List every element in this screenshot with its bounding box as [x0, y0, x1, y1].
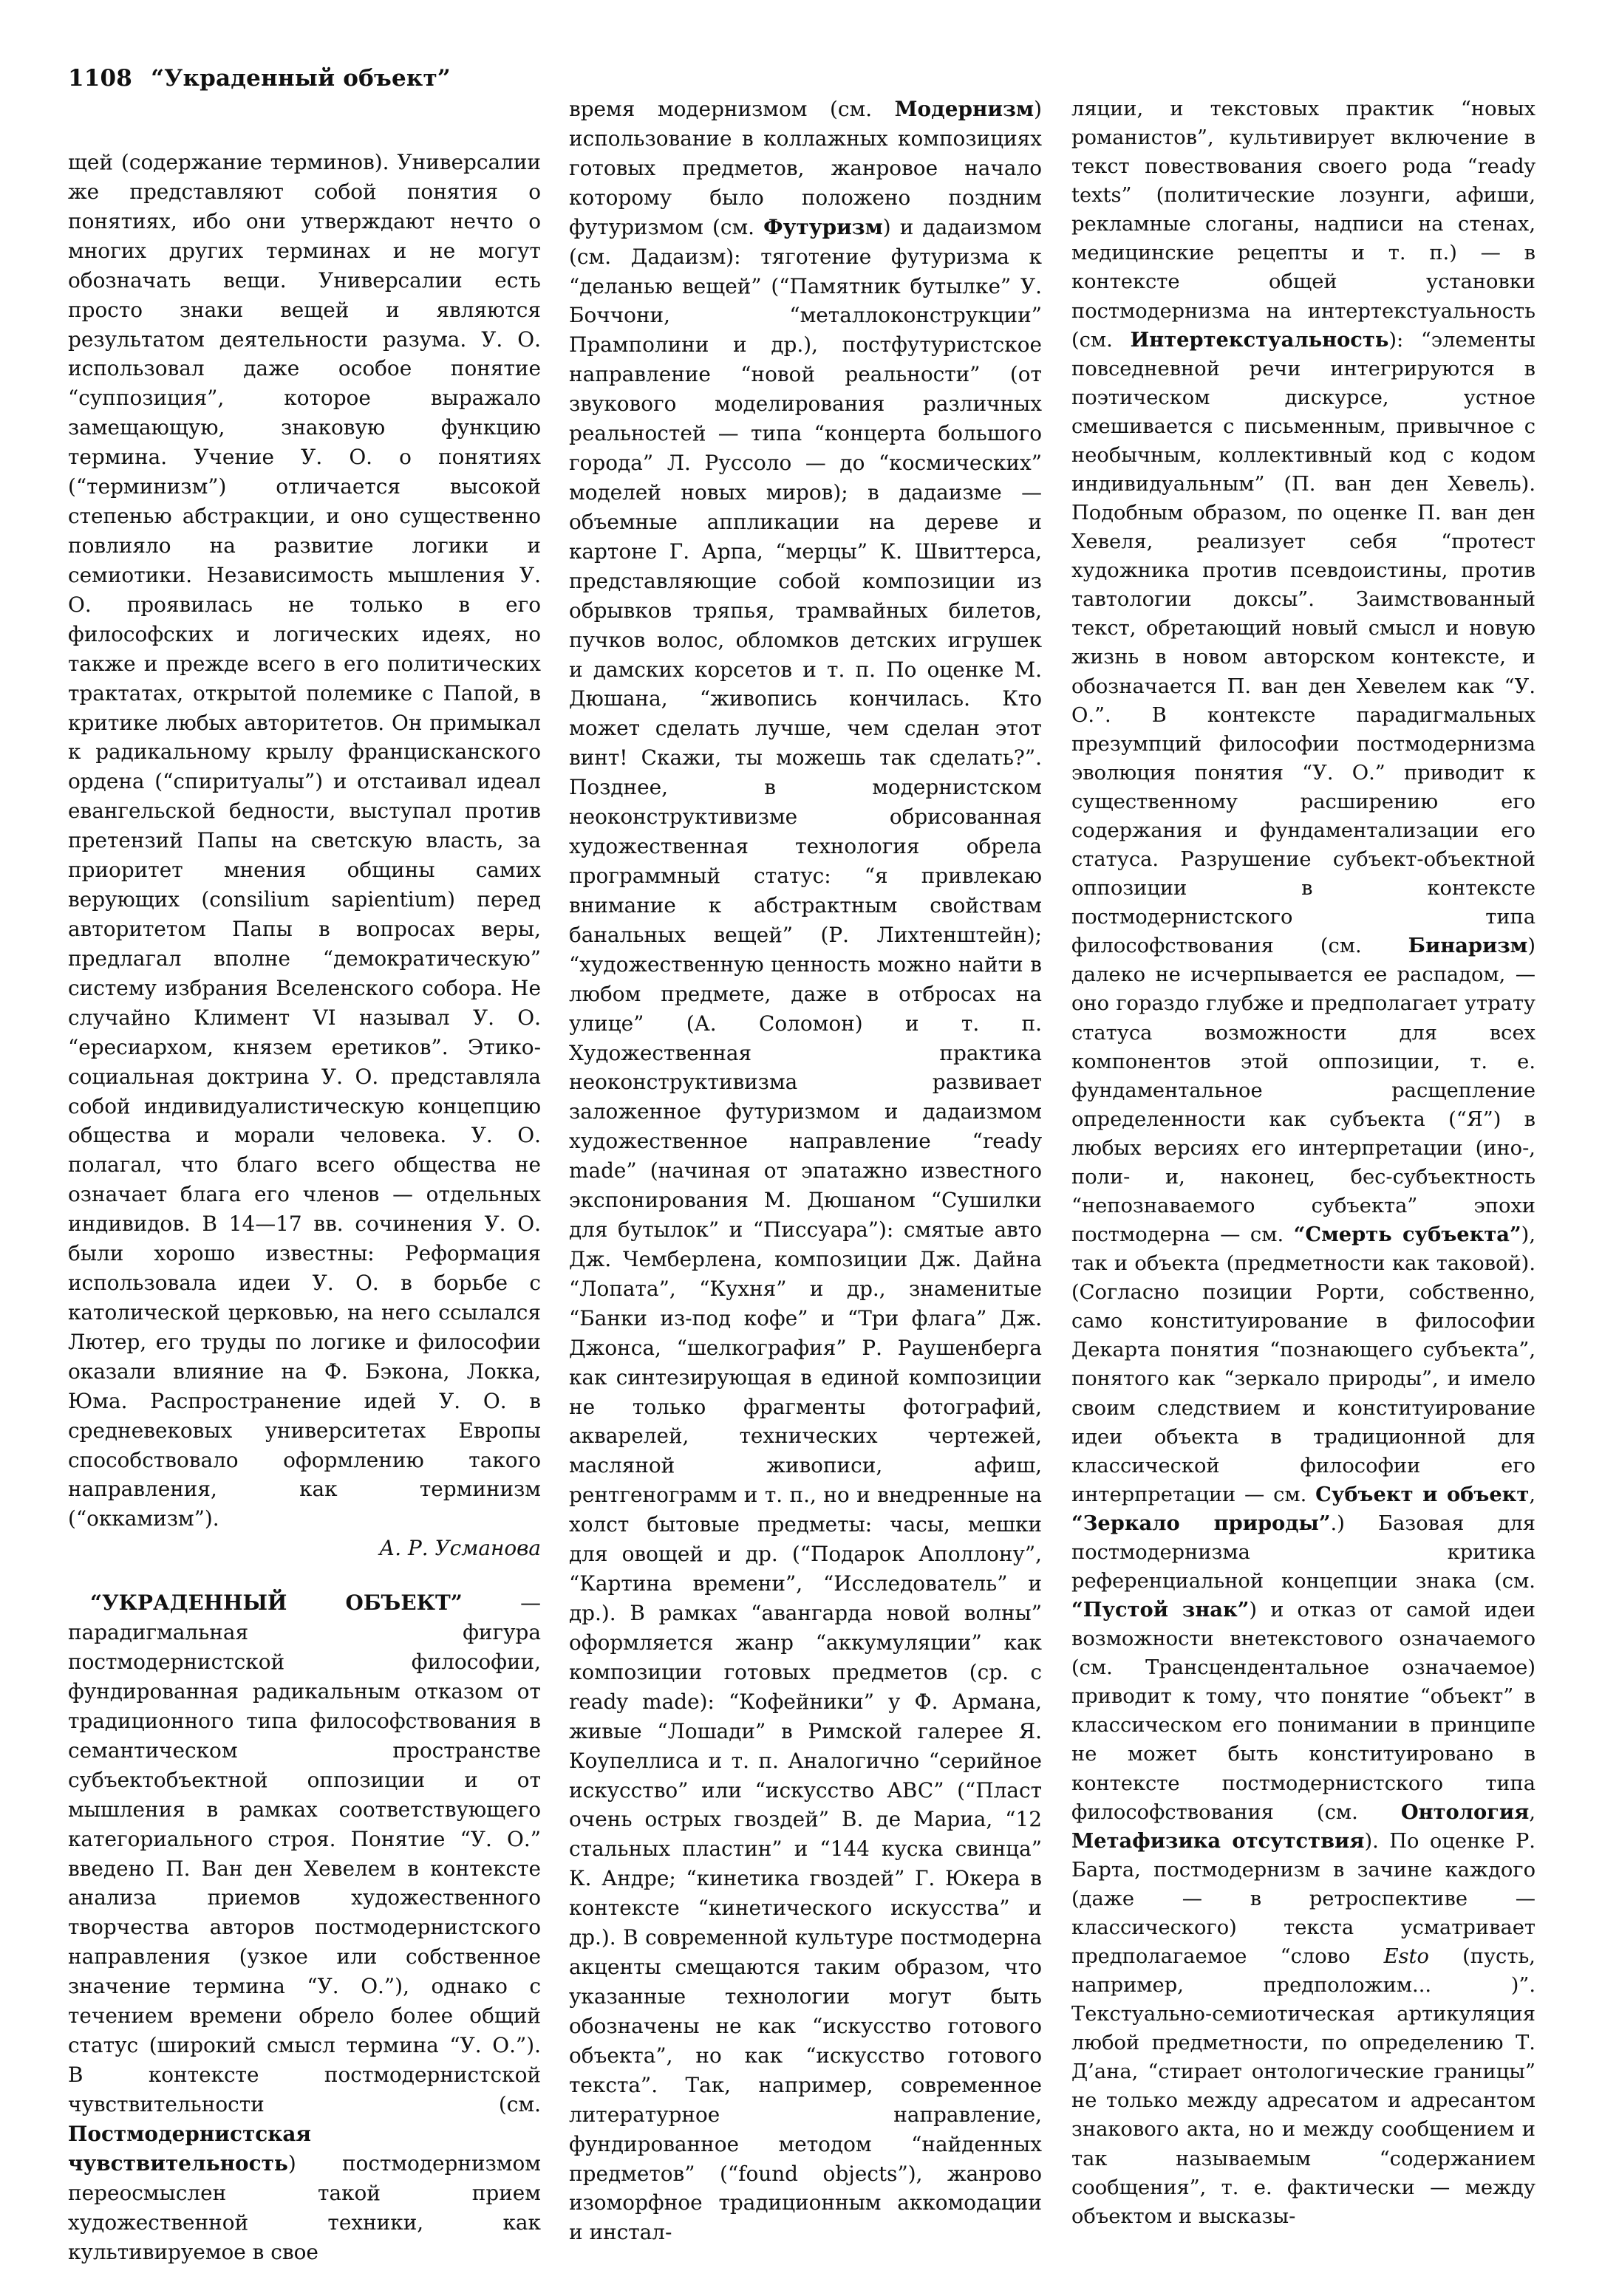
- entry-stolen-object: [68, 1588, 541, 2266]
- text-run: ,: [1529, 1483, 1535, 1506]
- text-run: ,: [1529, 1800, 1535, 1824]
- italic-term: Esto: [1383, 1945, 1429, 1968]
- page-number: 1108: [68, 65, 133, 92]
- paragraph-continuation: [1071, 95, 1535, 2231]
- text-run: ) и дадаизмом (см. Дадаизм): тяготение футуризма к “деланью вещей” (“Памятник бутылке” У. Боччони, “металлоконструкции” Прамполини и др.), постфутуристское направление “новой реальности” (от звукового моделирования различных реальностей — типа “концерта большого города” Л. Руссоло — до “космических” моделей новых миров); в дадаизме — объемные аппликации на дереве и картоне Г. Арпа, “мерцы” К. Швиттерса, представляющие собой композиции из обрывков тряпья, трамвайных билетов, пучков волос, обломков детских игрушек и дамских корсетов и т. п. По оценке М. Дюшана, “живопись кончилась. Кто может сделать лучше, чем сделан этот винт! Скажи, ты можешь так сделать?”. Позднее, в модернистском неоконструктивизме обрисованная художественная технология обрела программный статус: “я привлекаю внимание к абстрактным свойствам банальных вещей” (Р. Лихтенштейн); “художественную ценность можно найти в любом предмете, даже в отбросах на улице” (А. Соломон) и т. п. Художественная практика неоконструктивизма развивает заложенное футуризмом и дадаизмом художественное направление “ready made” (начиная от эпатажно известного экспонирования М. Дюшаном “Сушилки для бутылок” и “Писсуара”): смятые авто Дж. Чемберлена, композиции Дж. Дайна “Лопата”, “Кухня” и др., знаменитые “Банки из-под кофе” и “Три флага” Дж. Джонса, “шелкография” Р. Раушенберга как синтезирующая в единой композиции не только фрагменты фотографий, акварелей, технических чертежей, масляной живописи, афиш, рентгенограмм и т. п., но и внедренные на холст бытовые предметы: часы, мешки для овощей и др. (“Подарок Аполлону”, “Картина времени”, “Исследователь” и др.). В рамках “авангарда новой волны” оформляется жанр “аккумуляции” как композиции готовых предметов (ср. с ready made): “Кофейники” у Ф. Армана, живые “Лошади” в Римской галерее Я. Коупеллиса и т. п. Аналогично “серийное искусство” или “искусство ABC” (“Пласт очень острых гвоздей” В. де Мариа, “12 стальных пластин” и “144 куска свинца” К. Андре; “кинетика гвоздей” Г. Юкера в контексте “кинетического искусства” и др.). В современной культуре постмодерна акценты смещаются таким образом, что указанные технологии могут быть обозначены не как “искусство готового объекта”, но как “искусство готового текста”. Так, например, современное литературное направление, фундированное методом “найденных предметов” (“found objects”), жанрово изоморфное традиционным аккомодации и инстал-: [569, 214, 1042, 2245]
- text-run: (пусть, например, предположим... )”. Текстуально-семиотическая артикуляция любой предметности, по определению Т. Д’ана, “стирает онтологические границы” не только между адресатом и адресантом знакового акта, но и между сообщением и так называемым “содержанием сообщения”, т. е. фактически — между объектом и высказы-: [1071, 1945, 1535, 2228]
- paragraph-continuation: [569, 95, 1042, 2247]
- cross-reference[interactable]: Футуризм: [763, 214, 883, 239]
- text-run: время модернизмом (см.: [569, 97, 895, 121]
- text-run: ). По оценке Р. Барта, постмодернизм в зачине каждого (даже — в ретроспективе — классического) текста усматривает предполагаемое “слово: [1071, 1829, 1535, 1968]
- text-run: ): “элементы повседневной речи интегрируются в поэтическом дискурсе, устное смешивается с письменным, привычное с необычным, коллективный код с кодом индивидуальным” (П. ван ден Хевель). Подобным образом, по оценке П. ван ден Хевеля, реализует себя “протест художника против псевдоистины, против тавтологии доксы”. Заимствованный текст, обретающий новый смысл и новую жизнь в новом авторском контексте, и обозначается П. ван ден Хевелем как “У. О.”. В контексте парадигмальных презумпций философии постмодернизма эволюция понятия “У. О.” приводит к существенному расширению его содержания и фундаментализации его статуса. Разрушение субъект-объектной оппозиции в контексте постмодернистского типа философствования (см.: [1071, 328, 1535, 958]
- cross-reference[interactable]: Субъект и объект: [1315, 1482, 1530, 1506]
- cross-reference[interactable]: Постмодернистская чувствительность: [68, 2121, 312, 2176]
- text-column-1: [68, 148, 541, 2266]
- cross-reference[interactable]: “Зеркало природы”: [1071, 1511, 1331, 1535]
- article-author: А. Р. Усманова: [379, 1536, 541, 1561]
- text-run: ) использование в коллажных композициях готовых предметов, жанровое начало которому было положено поздним футуризмом (см.: [569, 97, 1042, 239]
- text-column-2: [569, 95, 1042, 2247]
- cross-reference[interactable]: Онтология: [1400, 1800, 1530, 1824]
- cross-reference[interactable]: Метафизика отсутствия: [1071, 1828, 1365, 1853]
- text-run: ) далеко не исчерпывается ее распадом, — оно гораздо глубже и предполагает утрату статуса возможности для всех компонентов этой оппозиции, т. е. фундаментальное расщепление определенности как субъекта (“Я”) в любых версиях его интерпретации (ино-, поли- и, наконец, бес-субъектность “непознаваемого субъекта” эпохи постмодерна — см.: [1071, 935, 1535, 1247]
- entry-headword: “УКРАДЕННЫЙ ОБЪЕКТ”: [90, 1591, 463, 1616]
- running-head: [68, 65, 451, 92]
- cross-reference[interactable]: Бинаризм: [1408, 934, 1528, 958]
- text-column-3: [1071, 95, 1535, 2231]
- cross-reference[interactable]: “Пустой знак”: [1071, 1598, 1250, 1622]
- cross-reference[interactable]: “Смерть субъекта”: [1293, 1223, 1521, 1247]
- text-run: ляции, и текстовых практик “новых романистов”, культивирует включение в текст повествования своего рода “ready texts” (политические лозунги, афиши, рекламные слоганы, надписи на стенах, медицинские рецепты и т. п.) — в контексте общей установки постмодернизма на интертекстуальность (см.: [1071, 98, 1535, 352]
- entry-text: — парадигмальная фигура постмодернистской философии, фундированная радикальным отказом от традиционного типа философствования в семантическом пространстве субъектобъектной оппозиции и от мышления в рамках соответствующего категориального строя. Понятие “У. О.” введено П. Ван ден Хевелем в контексте анализа приемов художественного творчества авторов постмодернистского направления (узкое или собственное значение термина “У. О.”), однако с течением времени обрело более общий статус (широкий смысл термина “У. О.”). В контексте постмодернистской чувствительности (см.: [68, 1591, 541, 2116]
- cross-reference[interactable]: Модернизм: [894, 97, 1035, 121]
- cross-reference[interactable]: Интертекстуальность: [1130, 327, 1389, 352]
- text-run: ), так и объекта (предметности как таковой). (Согласно позиции Рорти, собственно, само конституирование в философии Декарта понятия “познающего субъекта”, понятого как “зеркало природы”, и имело своим следствием и конституирование идеи объекта в традиционной для классической философии его интерпретации — см.: [1071, 1223, 1535, 1506]
- text-run: .) Базовая для постмодернизма критика референциальной концепции знака (см.: [1071, 1511, 1535, 1593]
- running-head-title: “Украденный объект”: [151, 65, 451, 92]
- text-run: ) и отказ от самой идеи возможности внетекстового означаемого (см. Трансцендентальное означаемое) приводит к тому, что понятие “объект” в классическом его понимании в принципе не может быть конституировано в контексте постмодернистского типа философствования (см.: [1071, 1599, 1535, 1824]
- paragraph-usmanova-entry: щей (содержание терминов). Универсалии же представляют собой понятия о понятиях, ибо они утверждают нечто о многих других терминах и не могут обозначать вещи. Универсалии есть просто знаки вещей и являются результатом деятельности разума. У. О. использовал даже особое понятие “суппозиция”, которое выражало замещающую, знаковую функцию термина. Учение У. О. о понятиях (“терминизм”) отличается высокой степенью абстракции, и оно существенно повлияло на развитие логики и семиотики. Независимость мышления У. О. проявилась не только в его философских и логических идеях, но также и прежде всего в его политических трактатах, открытой полемике с Папой, в критике любых авторитетов. Он примыкал к радикальному крылу францисканского ордена (“спиритуалы”) и отстаивал идеал евангельской бедности, выступал против претензий Папы на светскую власть, за приоритет мнения общины самих верующих (consilium sapientium) перед авторитетом Папы в вопросах веры, предлагал вполне “демократическую” систему избрания Вселенского собора. Не случайно Климент VI называл У. О. “ересиархом, князем еретиков”. Этико-социальная доктрина У. О. представляла собой индивидуалистическую концепцию общества и морали человека. У. О. полагал, что благо всего общества не означает блага его членов — отдельных индивидов. В 14—17 вв. сочинения У. О. были хорошо известны: Реформация использовала идеи У. О. в борьбе с католической церковью, на него ссылался Лютер, его труды по логике и философии оказали влияние на Ф. Бэкона, Локка, Юма. Распространение идей У. О. в средневековых университетах Европы способствовало оформлению такого направления, как терминизм (“оккамизм”).: [68, 150, 541, 1531]
- entry-text: ) постмодернизмом переосмыслен такой прием художественной техники, как культивируемое в свое: [68, 2150, 541, 2264]
